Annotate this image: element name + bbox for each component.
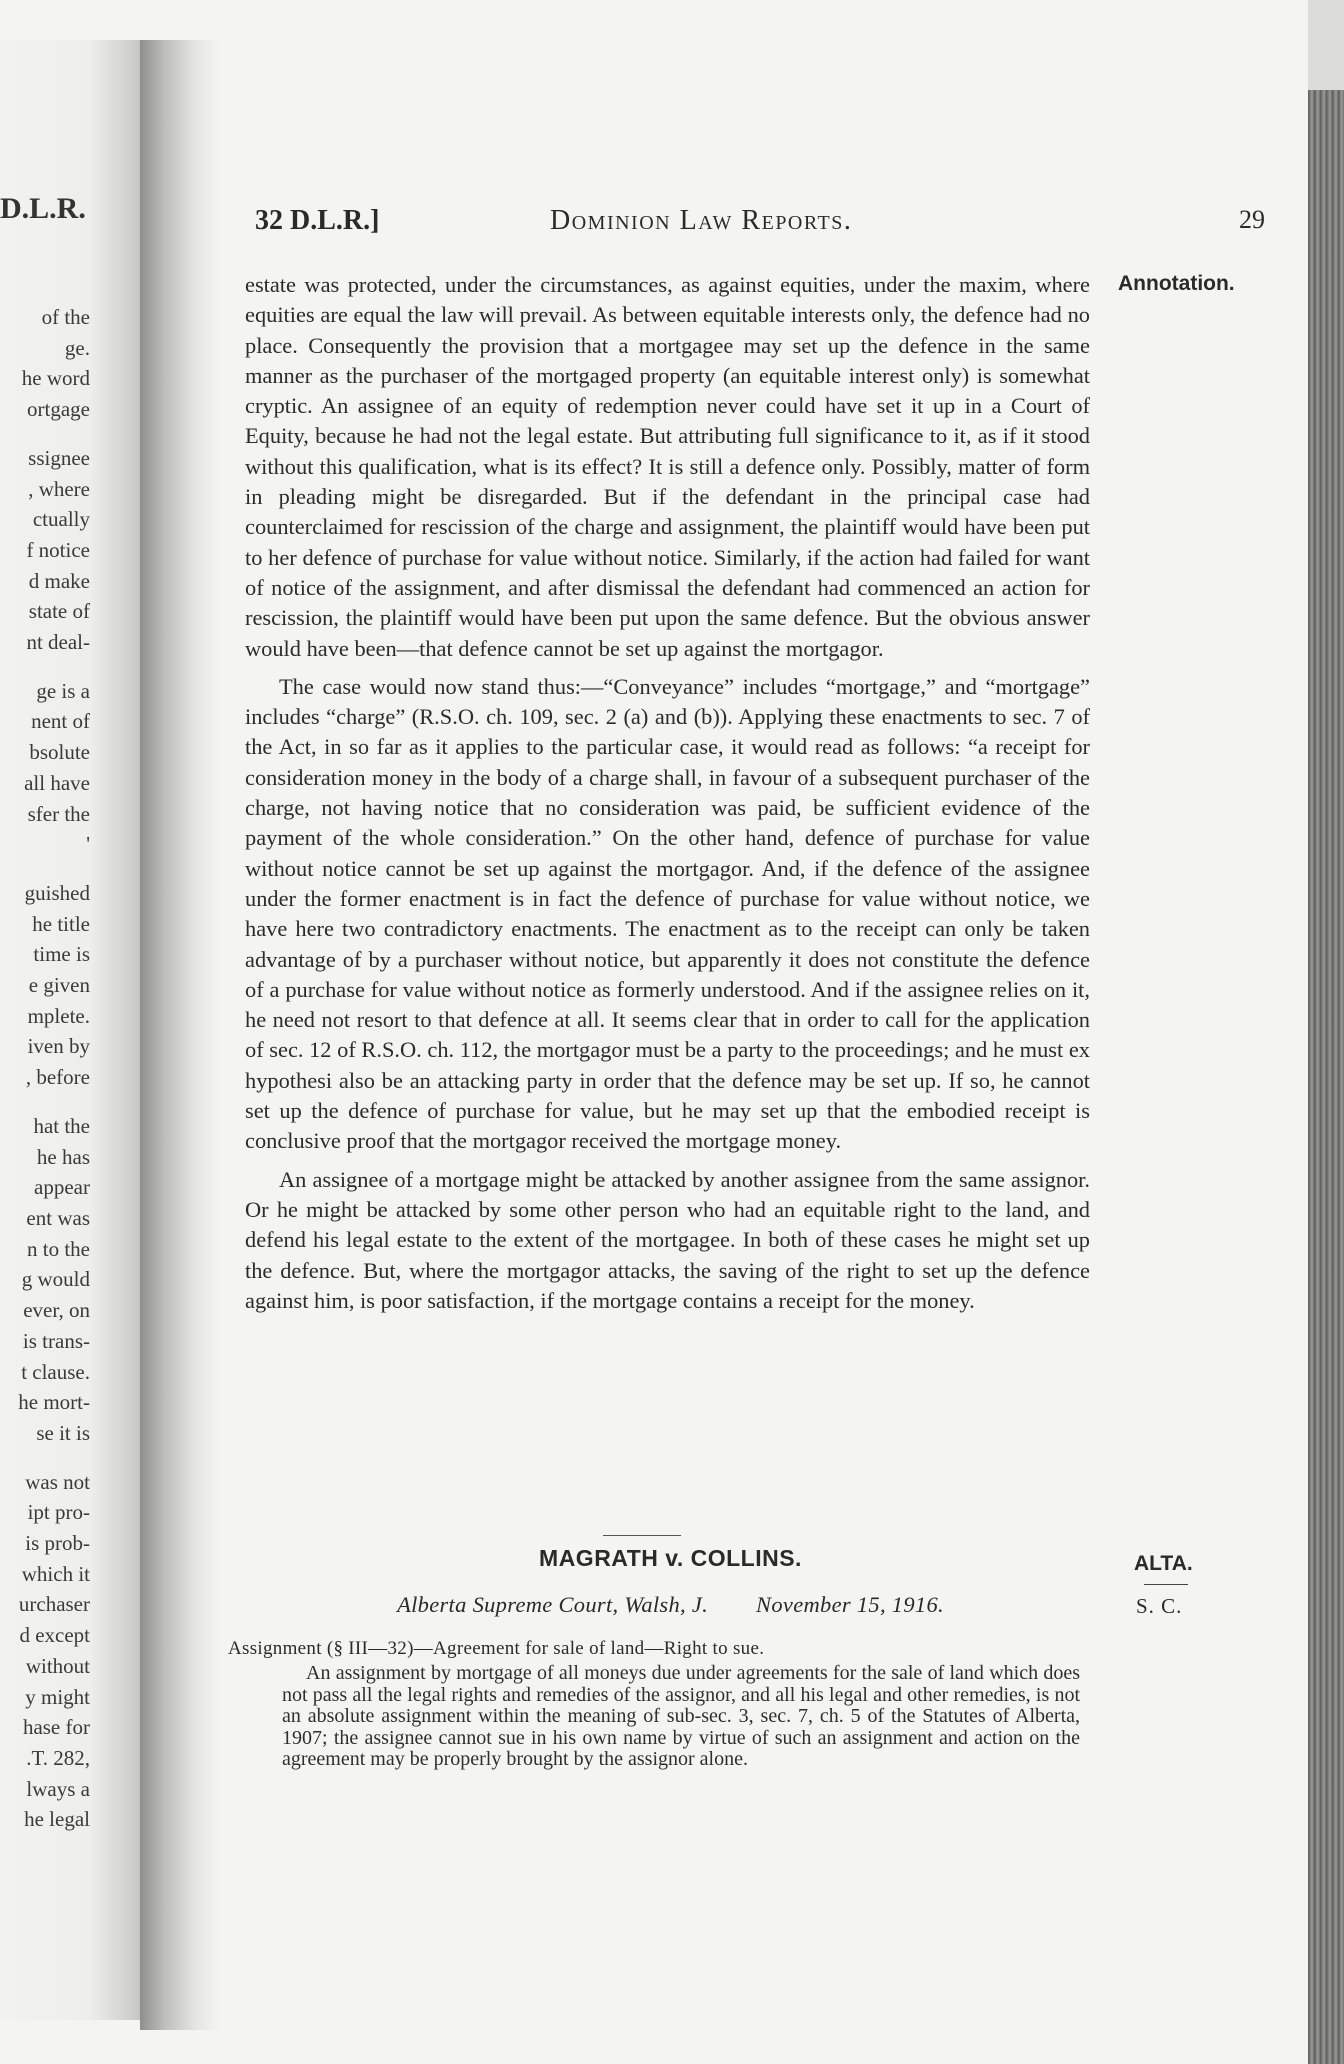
left-page-text-fragments [0, 302, 90, 1835]
left-text-fragment: ctually [32, 507, 90, 532]
court-line [248, 1592, 1093, 1618]
judgment-date: November 15, 1916. [756, 1592, 944, 1617]
left-text-fragment: d make [28, 568, 90, 593]
left-text-fragment: nent of [31, 709, 90, 734]
volume-reference: 32 D.L.R.] [255, 205, 380, 236]
left-text-fragment: is trans- [22, 1328, 90, 1353]
left-text-fragment: time is [33, 942, 90, 967]
fragment-gap [0, 1449, 90, 1467]
annotation-side-note: Annotation. [1118, 272, 1235, 295]
left-text-fragment: state of [28, 599, 90, 624]
left-page-header: D.L.R. [0, 192, 86, 225]
left-text-fragment: lways a [26, 1776, 90, 1801]
left-text-fragment: y might [25, 1684, 90, 1709]
court-and-judge: Alberta Supreme Court, Walsh, J. [397, 1592, 709, 1617]
left-text-fragment: g would [21, 1267, 90, 1292]
left-text-fragment: hat the [33, 1113, 90, 1138]
left-text-fragment: sfer the [27, 801, 90, 826]
paragraph: estate was protected, under the circumstances, as against equities, under the maxim, where equities are equal the law will prevail. As between equitable interests only, the defence had no place. Consequently the provision that a mortgagee may set up the defence in the same manner as the purchaser of the mortgaged property (an equitable interest only) is somewhat cryptic. An assignee of an equity of redemption never could have set it up in a Court of Equity, because he had not the legal estate. But attributing full significance to it, as if it stood without this qualification, what is its effect? It is still a defence only. Possibly, matter of form in pleading might be disregarded. But if the defendant in the principal case had counterclaimed for rescission of the charge and assignment, the plaintiff would have been put to her defence of purchase for value without notice. Similarly, if the action had failed for want of notice of the assignment, and after dismissal the defendant had commenced an action for rescission, the plaintiff would have been put upon the same defence. But the obvious answer would have been—that defence cannot be set up against the mortgagor. [245, 272, 1090, 661]
section-divider [603, 1535, 681, 1536]
court-side-note: S. C. [1136, 1594, 1183, 1618]
left-text-fragment: e given [28, 973, 90, 998]
left-text-fragment: he mort- [18, 1390, 90, 1415]
left-text-fragment: n to the [27, 1236, 90, 1261]
left-text-fragment: hase for [22, 1715, 90, 1740]
left-text-fragment: , where [28, 476, 90, 501]
left-text-fragment: mplete. [27, 1003, 90, 1028]
left-text-fragment: of the [41, 305, 90, 329]
headnote-text: An assignment by mortgage of all moneys due under agreements for the sale of land which does not pass all the legal rights and remedies of the assignor, and all his legal and other remedies, is not an absolute assignment within the meaning of sub-sec. 3, sec. 7, ch. 5 of the Statutes of Alberta, 1907; the assignee cannot sue in his own name by virtue of such an assignment and action on the agreement may be properly brought by the assignor alone. [282, 1662, 1080, 1770]
left-text-fragment: se it is [36, 1420, 90, 1445]
jurisdiction-side-note: ALTA. [1134, 1552, 1193, 1575]
left-text-fragment: he title [32, 911, 90, 936]
page-number: 29 [1239, 205, 1265, 234]
fragment-gap [0, 658, 90, 676]
left-text-fragment: he legal [24, 1807, 90, 1832]
left-text-fragment: ipt pro- [27, 1500, 90, 1525]
headnote-catchwords: Assignment (§ III—32)—Agreement for sale of land—Right to sue. [228, 1638, 765, 1659]
case-title: MAGRATH v. COLLINS. [539, 1545, 802, 1571]
book-page-edges [1308, 90, 1344, 2064]
left-text-fragment: without [25, 1653, 90, 1678]
fragment-gap [0, 1093, 90, 1111]
main-page [200, 40, 1300, 2030]
running-head [255, 205, 1265, 245]
side-note-divider [1144, 1584, 1188, 1585]
fragment-gap [0, 860, 90, 878]
left-text-fragment: he word [21, 366, 90, 391]
left-text-fragment: ge. [64, 335, 90, 360]
left-text-fragment: urchaser [18, 1592, 90, 1617]
left-text-fragment: appear [34, 1175, 90, 1200]
headnote [282, 1663, 1080, 1771]
left-text-fragment: t clause. [21, 1359, 90, 1384]
left-text-fragment: ssignee [28, 445, 90, 470]
left-text-fragment: was not [25, 1469, 90, 1494]
left-text-fragment: he has [36, 1144, 90, 1169]
left-text-fragment: ge is a [36, 678, 90, 703]
left-facing-page [0, 40, 150, 2020]
paragraph: The case would now stand thus:—“Conveyance” includes “mortgage,” and “mortgage” includes “charge” (R.S.O. ch. 109, sec. 2 (a) and (b)). Applying these enactments to sec. 7 of the Act, in so far as it applies to the particular case, it would read as follows: “a receipt for consideration money in the body of a charge shall, in favour of a subsequent purchaser of the charge, not having notice that no consideration was paid, be sufficient evidence of the payment of the whole consideration.” On the other hand, defence of purchase for value without notice cannot be set up against the mortgagor. And, if the defence of the assignee under the former enactment is in fact the defence of purchase for value without notice, we have here two contradictory enactments. The enactment as to the receipt can only be taken advantage of by a purchaser without notice, but apparently it does not constitute the defence of a purchase for value without notice as formerly understood. And if the assignee relies on it, he need not resort to that defence at all. It seems clear that in order to call for the application of sec. 12 of R.S.O. ch. 112, the mortgagor must be a party to the proceedings; and he must ex hypothesi also be an attacking party in order that the defence may be set up. If so, he cannot set up the defence of purchase for value, but he may set up that the embodied receipt is conclusive proof that the mortgagor received the mortgage money. [245, 673, 1090, 1154]
left-text-fragment: ortgage [27, 397, 90, 422]
left-text-fragment: .T. 282, [26, 1745, 90, 1770]
left-text-fragment: is prob- [25, 1531, 90, 1556]
reporter-title: Dominion Law Reports. [550, 205, 853, 236]
left-text-fragment: guished [24, 880, 90, 905]
annotation-body [245, 270, 1090, 1316]
left-text-fragment: bsolute [29, 740, 90, 765]
left-text-fragment: ' [86, 832, 90, 857]
book-edge-top [1308, 0, 1344, 90]
fragment-gap [0, 425, 90, 443]
left-text-fragment: ever, on [23, 1298, 90, 1323]
left-text-fragment: iven by [27, 1034, 90, 1059]
left-text-fragment: which it [21, 1561, 90, 1586]
left-text-fragment: ent was [26, 1205, 90, 1230]
left-text-fragment: d except [19, 1623, 90, 1648]
left-text-fragment: f notice [26, 537, 90, 562]
left-text-fragment: all have [24, 770, 90, 795]
left-text-fragment: , before [25, 1065, 90, 1090]
left-text-fragment: nt deal- [26, 630, 90, 655]
paragraph: An assignee of a mortgage might be attacked by another assignee from the same assignor. Or he might be attacked by some other person who had an equitable right to the land, and defend his legal estate to the extent of the mortgagee. In both of these cases he might set up the defence. But, where the mortgagor attacks, the saving of the right to set up the defence against him, is poor satisfaction, if the mortgage contains a receipt for the money. [245, 1166, 1090, 1313]
